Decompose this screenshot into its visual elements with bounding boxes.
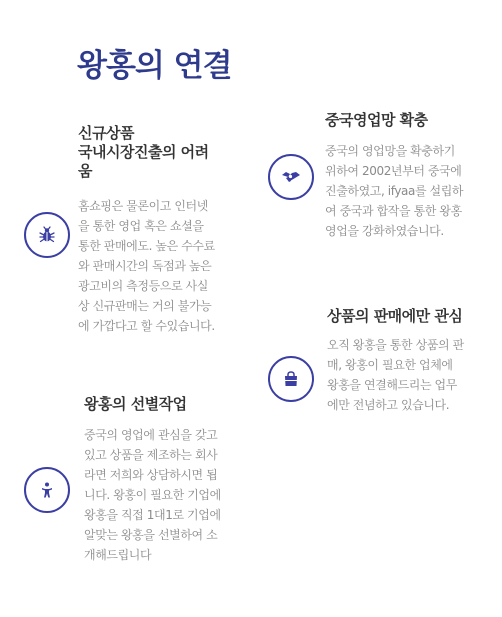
feature-china-network: [325, 111, 465, 241]
feature-title-line: 상품의 판매에만 관심: [327, 307, 463, 325]
feature-title-line: 중국영업망 확충: [325, 111, 428, 129]
bug-icon: [24, 212, 70, 258]
feature-description: 오직 왕홍을 통한 상품의 판매, 왕홍이 필요한 업체에 왕홍을 연결해드리는 업무에만 전념하고 있습니다.: [327, 338, 464, 412]
feature-title: [78, 124, 218, 181]
feature-title: [84, 395, 224, 414]
feature-sales-focus: [327, 307, 467, 415]
feature-title-line: 신규상품: [78, 124, 134, 142]
feature-new-product: [78, 124, 218, 336]
feature-description: 중국의 영업망을 확충하기위하여 2002년부터 중국에 진출하였고, ifyaa를 설립하여 중국과 합작을 통한 왕홍 영업을 강화하였습니다.: [325, 144, 464, 238]
feature-selection: [84, 395, 224, 565]
feature-description: 홈쇼핑은 물론이고 인터넷을 통한 영업 혹은 쇼셜을 통한 판매에도. 높은 수수료와 판매시간의 독점과 높은 광고비의 측정등으로 사실상 신규판매는 거의 불가능에 가깝다고 할 수있습니다.: [78, 199, 215, 333]
page-title: 왕홍의 연결: [77, 48, 232, 84]
feature-title-line: 왕홍의 선별작업: [84, 395, 187, 413]
feature-title-line: 국내시장진출의 어려움: [78, 143, 209, 180]
feature-description: 중국의 영업에 관심을 갖고있고 상품을 제조하는 회사라면 저희와 상담하시면 됩니다. 왕홍이 필요한 기업에 왕홍을 직접 1대1로 기업에 알맞는 왕홍을 선별하여 소개해드립니다: [84, 428, 221, 562]
handshake-icon: [268, 154, 314, 200]
feature-title: [325, 111, 465, 130]
feature-title: [327, 307, 467, 326]
person-icon: [24, 467, 70, 513]
shopping-bag-icon: [268, 356, 314, 402]
